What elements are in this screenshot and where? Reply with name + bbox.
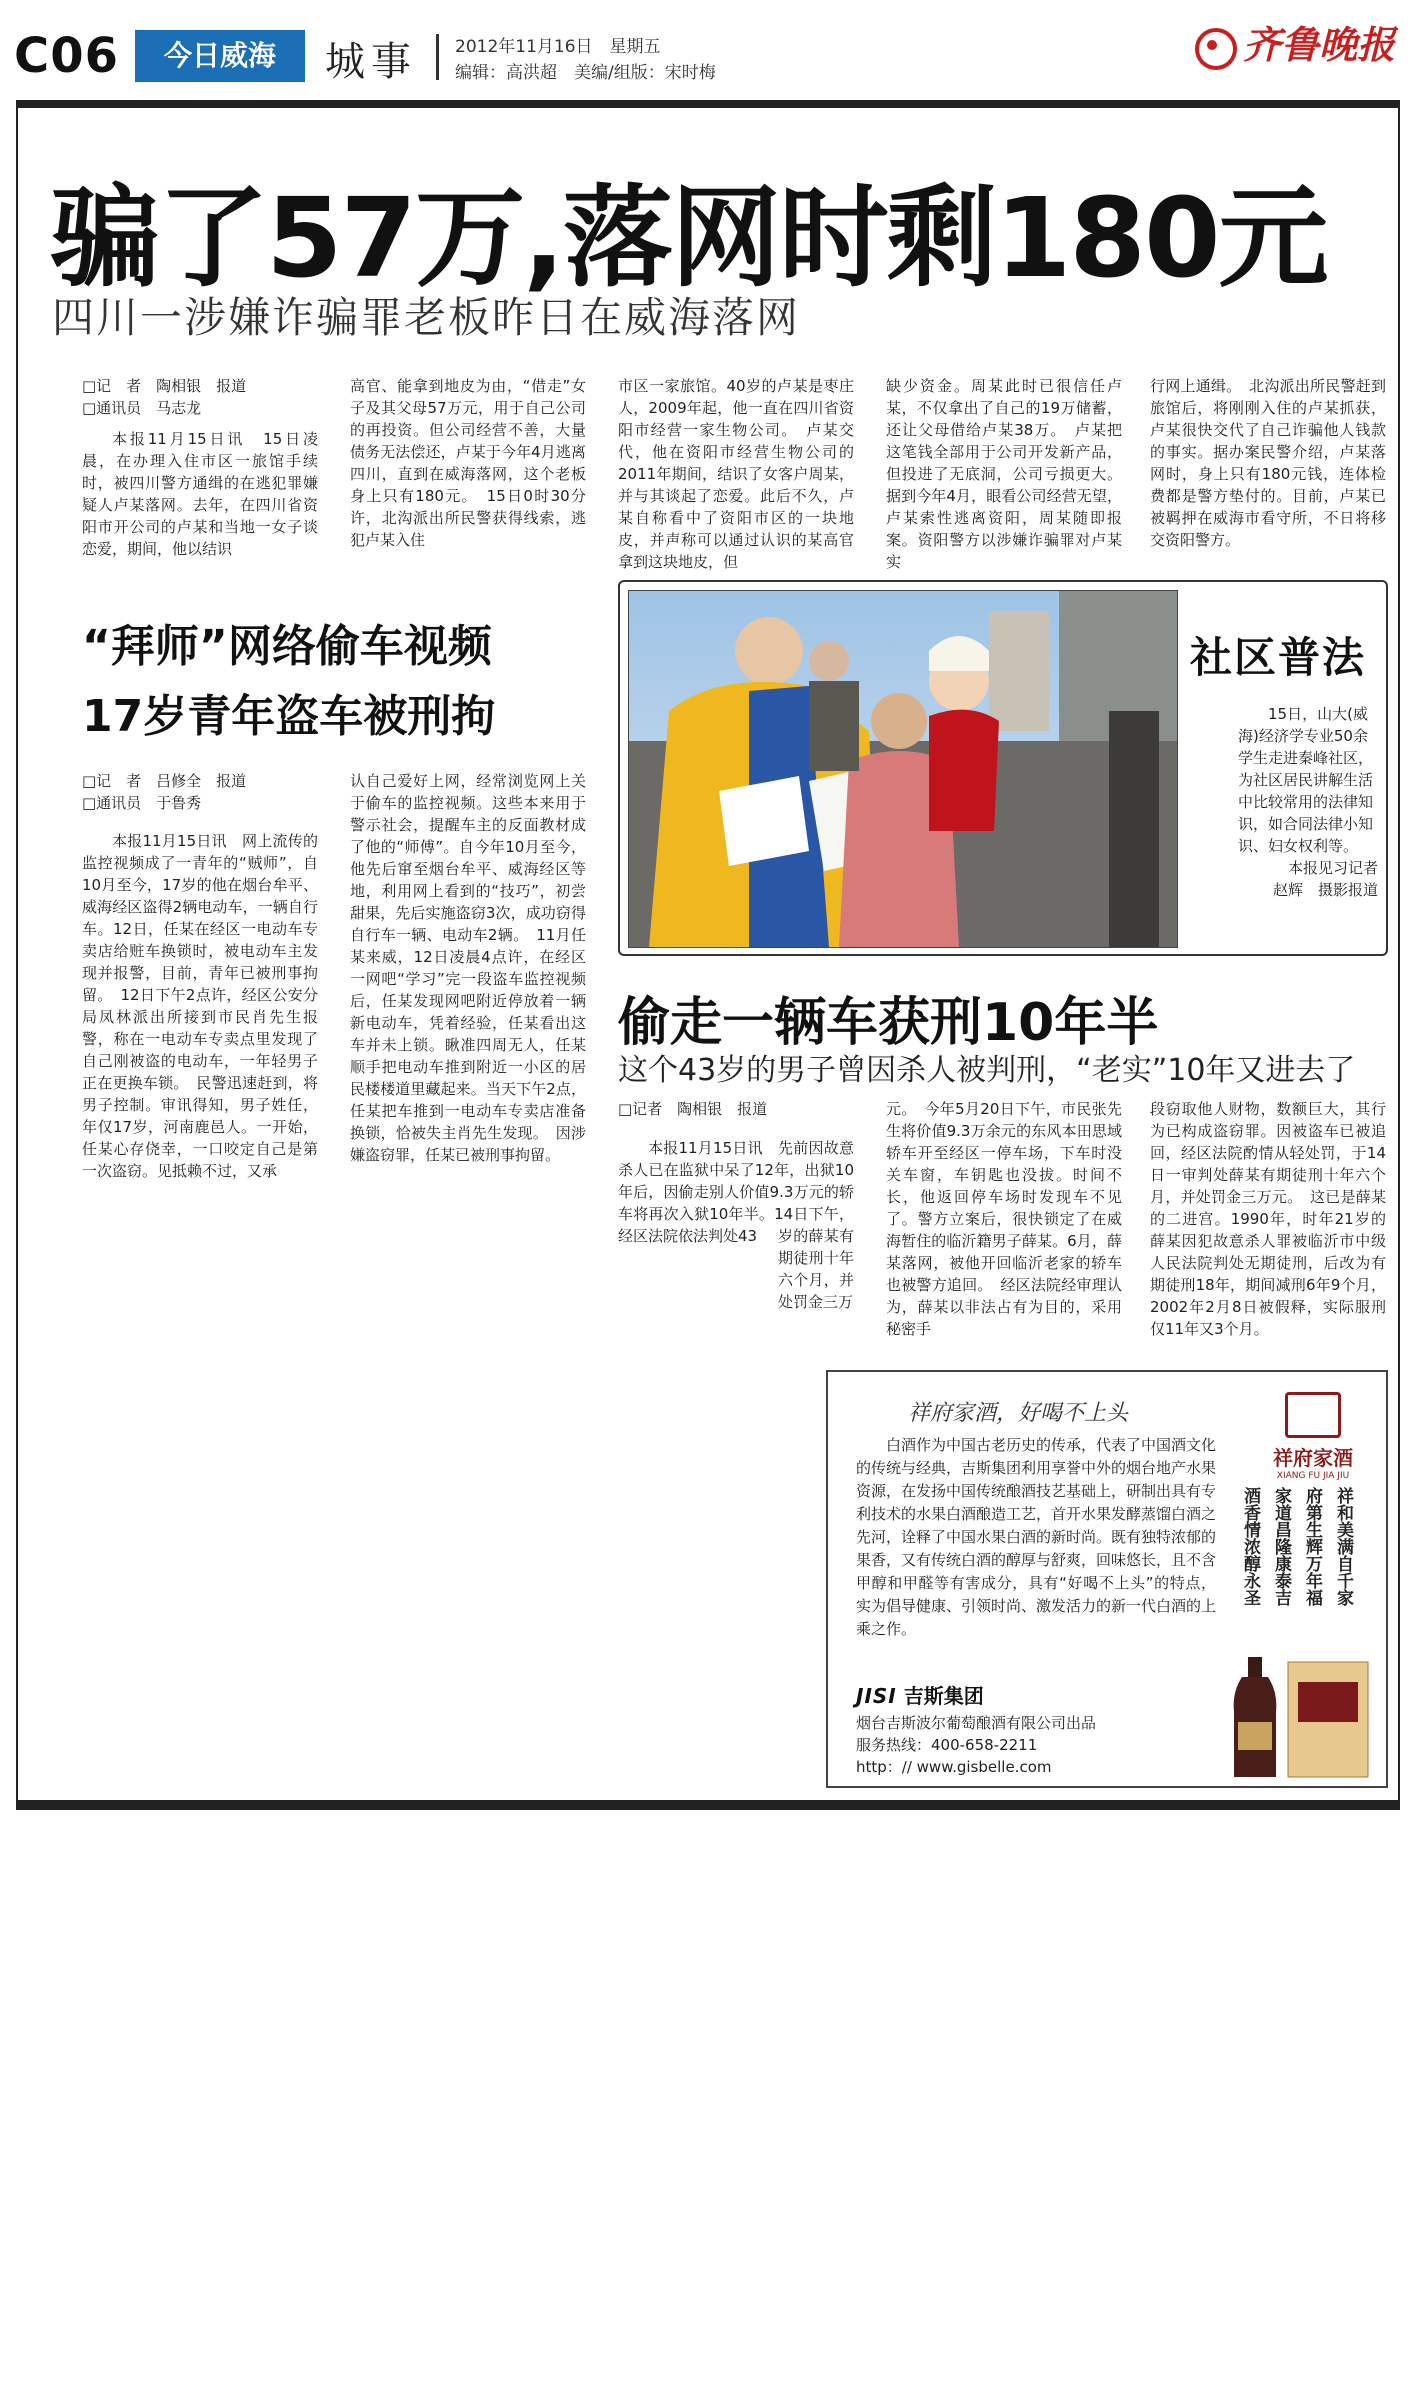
ad-brand-logo — [1258, 1392, 1368, 1481]
byline-correspondent: □通讯员 于鲁秀 — [82, 794, 202, 812]
bottle-icon — [1228, 1652, 1378, 1782]
story3-subhead: 这个43岁的男子曾因杀人被判刑，“老实”10年又进去了 — [618, 1053, 1356, 1088]
ad-hotline: 服务热线：400-658-2211 — [856, 1736, 1038, 1754]
ad-body: 白酒作为中国古老历史的传承，代表了中国酒文化的传统与经典，吉斯集团利用享誉中外的烟台地产水果资源，在发扬中国传统酿酒技艺基础上，研制出具有专利技术的水果白酒酿造工艺，首开水果发酵蒸馏白酒之先河，诠释了中国水果白酒的新时尚。既有独特浓郁的果香，又有传统白酒的醇厚与舒爽，回味悠长，且不含甲醇和甲醛等有害成分，具有“好喝不上头”的特点，实为倡导健康、引领时尚、激发活力的新一代白酒的上乘之作。 — [856, 1436, 1217, 1638]
ad-company: 烟台吉斯波尔葡萄酿酒有限公司出品 — [856, 1714, 1097, 1732]
photo-credit-name: 赵辉 摄影报道 — [1272, 881, 1378, 899]
photo-illustration — [629, 591, 1177, 947]
wine-advertisement[interactable] — [826, 1370, 1388, 1788]
story2-col1: 本报11月15日讯 网上流传的监控视频成了一青年的“贼师”，自10月至今，17岁的他在烟台牟平、威海经区盗得2辆电动车，一辆自行车。12日，任某在经区一电动车专卖店给赃车换锁时，被电动车主发现并报警，目前，青年已被刑事拘留。 12日下午2点许，经区公安分局凤林派出所接到市民肖先生报警，称在一电动车专卖点里发现了自己刚被盗的电动车，一年轻男子正在更换车锁。 民警迅速赶到，将男子控制。审讯得知，男子姓任，年仅17岁，河南鹿邑人。一开始，任某心存侥幸，一口咬定自己是第一次盗窃。见抵赖不过，又承 — [82, 832, 318, 1180]
ad-group-name: 吉斯集团 — [903, 1684, 984, 1708]
photo-caption — [1238, 703, 1378, 901]
newspaper-logo — [1195, 14, 1395, 70]
issue-date: 2012年11月16日 星期五 — [455, 37, 661, 57]
ad-slogan: 祥府家酒，好喝不上头 — [908, 1401, 1129, 1426]
story1-headline[interactable]: 骗了57万,落网时剩180元 — [50, 174, 1327, 302]
caption-text: 15日，山大(威海)经济学专业50余学生走进秦峰社区，为社区居民讲解生活中比较常用的法律知识，如合同法律小知识、妇女权利等。 — [1238, 705, 1374, 855]
photo-title: 社区普法 — [1190, 633, 1367, 682]
story3-headline[interactable]: 偷走一辆车获刑10年半 — [618, 993, 1159, 1053]
editor-credits: 编辑：高洪超 美编/组版：宋时梅 — [455, 63, 716, 83]
byline-correspondent: □通讯员 马志龙 — [82, 399, 202, 417]
story1-col4: 缺少资金。周某此时已很信任卢某，不仅拿出了自己的19万储蓄，还让父母借给卢某38万。 卢某把这笔钱全部用于公司开发新产品，但投进了无底洞，公司亏损更大。据到今年4月，眼看公司经营无望，卢某索性逃离资阳，周某随即报案。资阳警方以涉嫌诈骗罪对卢某实 — [886, 377, 1122, 571]
section-tab[interactable]: 今日威海 — [135, 30, 305, 82]
story3-col1a: 本报11月15日讯 先前因故意杀人已在监狱中呆了12年，出狱10年后，因偷走别人价值9.3万元的轿车将再次入狱10年半。14日下午，经区法院依法判处43 — [618, 1139, 854, 1245]
byline-reporter: □记 者 吕修全 报道 — [82, 772, 247, 790]
story3-col2: 元。 今年5月20日下午，市民张先生将价值9.3万余元的东风本田思域轿车开至经区一停车场，下车时没关车窗，车钥匙也没拔。时间不长，他返回停车场时发现车不见了。警方立案后，很快锁定了在威海暂住的临沂籍男子薛某。6月，薛某落网，被他开回临沂老家的轿车也被警方追回。 经区法院经审理认为，薛某以非法占有为目的，采用秘密手 — [886, 1100, 1122, 1338]
pavilion-icon — [1285, 1392, 1341, 1438]
ad-poem — [1238, 1487, 1356, 1637]
ad-contact — [856, 1712, 1096, 1778]
ad-logo-pinyin: XIANG FU JIA JIU — [1276, 1471, 1350, 1481]
poem-line: 酒香情浓醇永圣 — [1240, 1487, 1260, 1606]
page-number: C06 — [14, 28, 120, 84]
news-photo[interactable] — [628, 590, 1178, 948]
channel-title: 城事 — [325, 39, 417, 85]
logo-mark-icon — [1195, 28, 1237, 70]
story1-byline — [82, 375, 312, 419]
jisi-logo-icon: JISI — [856, 1684, 897, 1708]
story2-byline — [82, 770, 342, 814]
story1-subhead: 四川一涉嫌诈骗罪老板昨日在威海落网 — [52, 293, 801, 342]
poem-line: 家道昌隆康泰吉 — [1271, 1487, 1291, 1606]
ad-url[interactable]: http：// www.gisbelle.com — [856, 1758, 1052, 1776]
bottle-and-box-image — [1228, 1652, 1378, 1782]
story1-col2: 高官、能拿到地皮为由，“借走”女子及其父母57万元，用于自己公司的再投资。但公司经营不善，大量债务无法偿还，卢某于今年4月逃离四川，直到在威海落网，这个老板身上只有180元。 15日0时30分许，北沟派出所民警获得线索，逃犯卢某入住 — [350, 377, 586, 549]
story3-col3: 段窃取他人财物，数额巨大，其行为已构成盗窃罪。因被盗车已被追回，经区法院酌情从轻处罚，于14日一审判处薛某有期徒刑十年六个月，并处罚金三万元。 这已是薛某的二进宫。1990年，时年21岁的薛某因犯故意杀人罪被临沂市中级人民法院判处无期徒刑，后改为有期徒刑18年，期间减刑6年9个月，2002年2月8日被假释，实际服刑仅11年又3个月。 — [1150, 1100, 1386, 1338]
ad-logo-name: 祥府家酒 — [1273, 1446, 1353, 1470]
story1-col1: 本报11月15日讯 15日凌晨，在办理入住市区一旅馆手续时，被四川警方通缉的在逃犯罪嫌疑人卢某落网。去年，在四川省资阳市开公司的卢某和当地一女子谈恋爱，期间，他以结识 — [82, 430, 318, 558]
logo-text: 齐鲁晚报 — [1242, 22, 1395, 67]
story2-headline-line1[interactable]: “拜师”网络偷车视频 — [82, 621, 492, 672]
story1-col3: 市区一家旅馆。40岁的卢某是枣庄人，2009年起，他一直在四川省资阳市经营一家生物公司。 卢某交代，他在资阳市经营生物公司的2011年期间，结识了女客户周某，并与其谈起了恋爱。此后不久，卢某自称看中了资阳市区的一块地皮，并声称可以通过认识的某高官拿到这块地皮，但 — [618, 377, 854, 571]
bottom-rule — [16, 1800, 1400, 1810]
story2-headline-line2[interactable]: 17岁青年盗车被刑拘 — [82, 691, 496, 742]
story2-col2: 认自己爱好上网，经常浏览网上关于偷车的监控视频。这些本来用于警示社会，提醒车主的反面教材成了他的“师傅”。自今年10月至今，他先后窜至烟台牟平、威海经区等地，利用网上看到的“技巧”，初尝甜果，先后实施盗窃3次，成功窃得自行车一辆、电动车2辆。 11月任某来威，12日凌晨4点许，在经区一网吧“学习”完一段盗车监控视频后，任某发现网吧附近停放着一辆新电动车，凭着经验，任某看出这车并未上锁。瞅准四周无人，任某顺手把电动车推到附近一小区的居民楼楼道里藏起来。当天下午2点，任某把车推到一电动车专卖店准备换锁，恰被失主肖先生发现。 因涉嫌盗窃罪，任某已被刑事拘留。 — [350, 772, 586, 1164]
poem-line: 府第生辉万年福 — [1302, 1487, 1322, 1606]
byline-reporter: □记 者 陶相银 报道 — [82, 377, 247, 395]
story3-col1b: 岁的薛某有期徒刑十年六个月，并处罚金三万 — [778, 1227, 854, 1311]
header-divider — [436, 34, 439, 80]
top-rule — [16, 100, 1400, 108]
ad-group-logo — [856, 1680, 984, 1709]
story3-byline: □记者 陶相银 报道 — [618, 1100, 768, 1118]
story1-col5: 行网上通缉。 北沟派出所民警赶到旅馆后，将刚刚入住的卢某抓获，卢某很快交代了自己诈骗他人钱款的事实。据办案民警介绍，卢某落网时，身上只有180元钱，连体检费都是警方垫付的。目前，卢某已被羁押在威海市看守所，不日将移交资阳警方。 — [1150, 377, 1386, 549]
poem-line: 祥和美满自千家 — [1333, 1487, 1353, 1606]
photo-credit-role: 本报见习记者 — [1287, 859, 1378, 877]
